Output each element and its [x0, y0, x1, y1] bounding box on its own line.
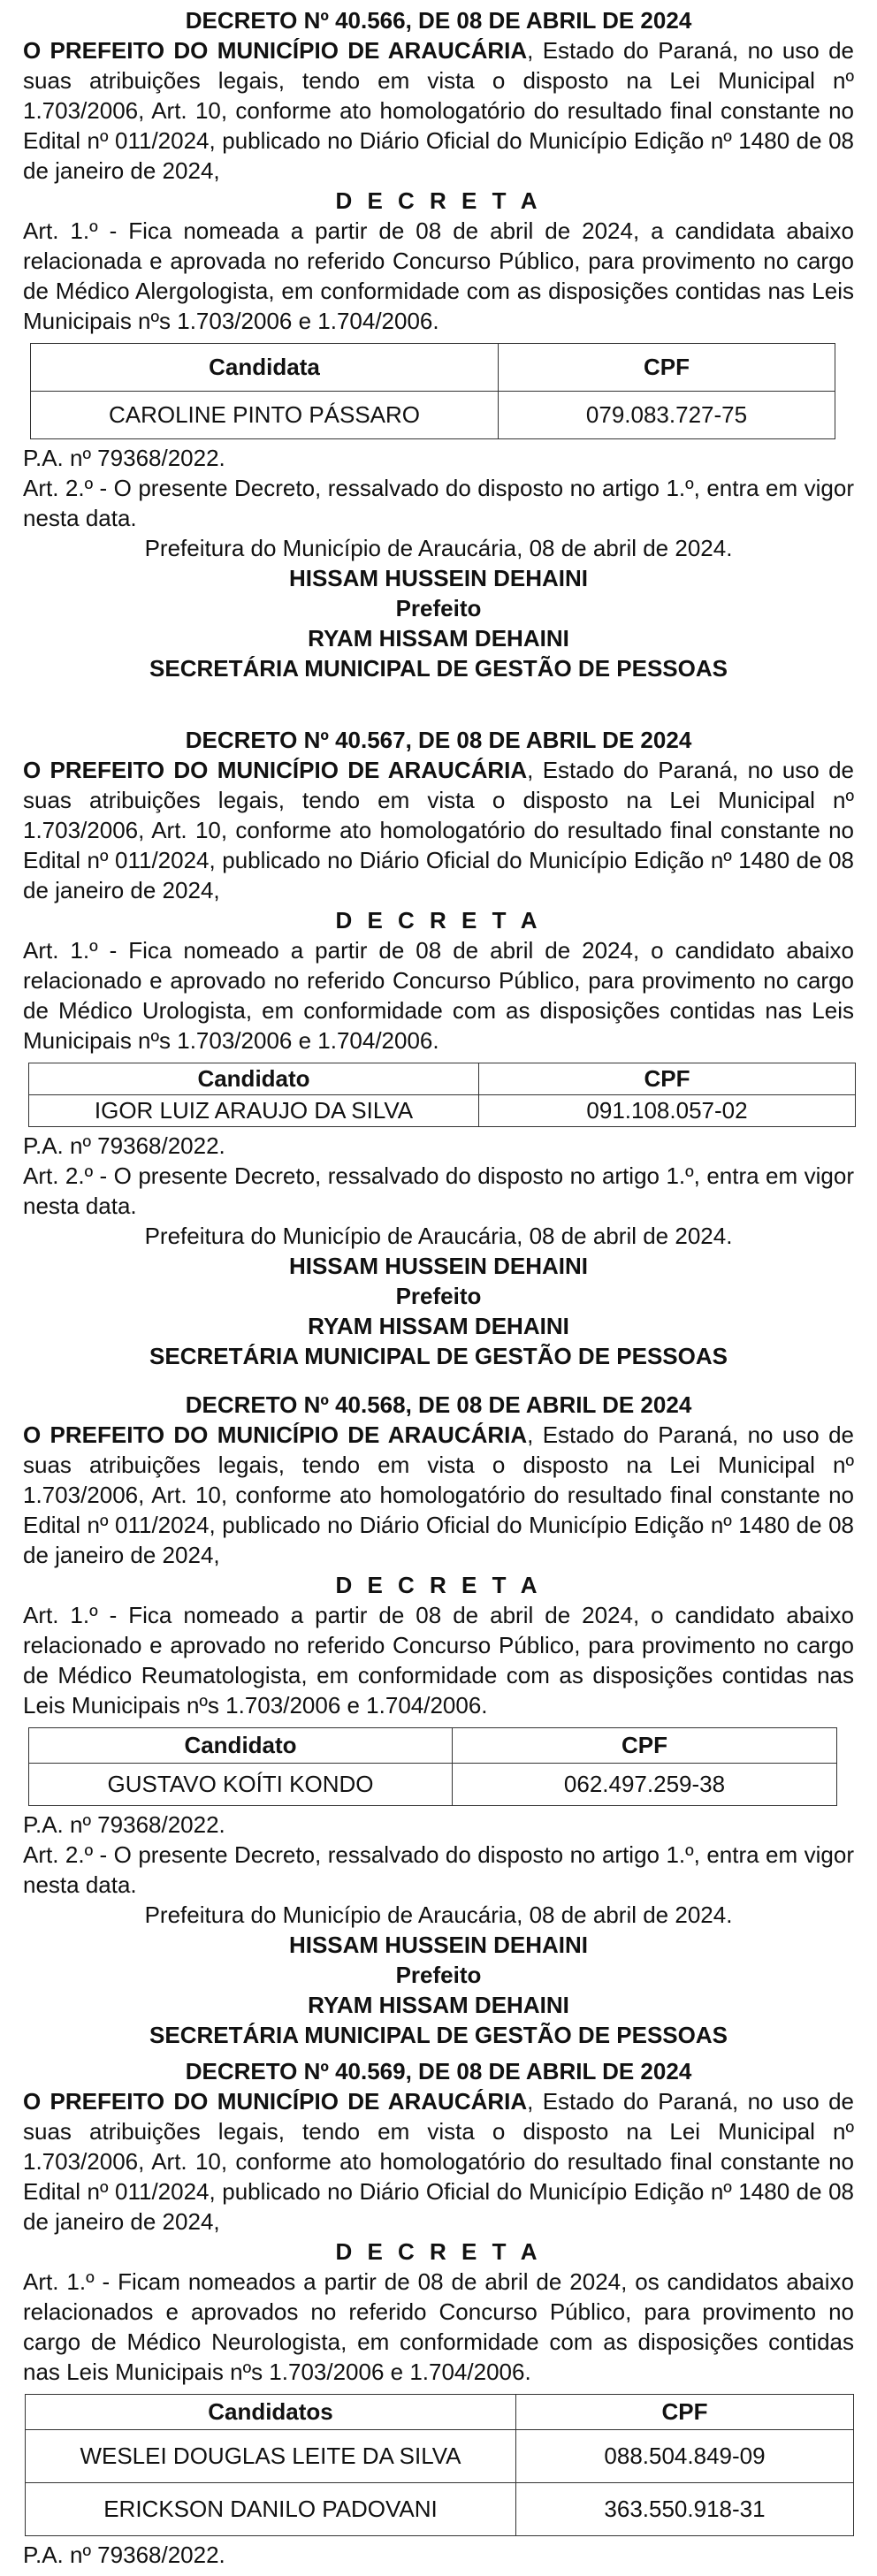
column-header-cpf: CPF [499, 344, 835, 392]
candidate-table [28, 1727, 837, 1806]
table-row [31, 392, 835, 439]
process-number: P.A. nº 79368/2022. [23, 1811, 225, 1838]
signer-mayor-name: HISSAM HUSSEIN DEHAINI [288, 1932, 589, 1958]
signer-mayor-role: Prefeito [395, 1283, 482, 1309]
intro-rest: , Estado do Paraná, no uso de suas atribuições legais, tendo em vista o disposto na Lei Municipal nº 1.703/2006, Art. 10, conforme ato homologatório do resultado final constante no Edital nº 011/2024, publicado no Diário Oficial do Município Edição nº 1480 de 08 de janeiro de 2024, [23, 37, 854, 184]
candidate-name: ERICKSON DANILO PADOVANI [26, 2483, 516, 2536]
candidate-cpf: 062.497.259-38 [453, 1764, 837, 1806]
signer-mayor-name: HISSAM HUSSEIN DEHAINI [288, 565, 589, 591]
decreta-heading: D E C R E T A [335, 907, 542, 934]
article-2: Art. 2.º - O presente Decreto, ressalvado do disposto no artigo 1.º, entra em vigor nesta data. [23, 1841, 854, 1898]
decree-title: DECRETO Nº 40.567, DE 08 DE ABRIL DE 2024 [185, 727, 692, 753]
decree-intro [23, 35, 854, 186]
candidate-table [25, 2394, 854, 2536]
column-header-cpf: CPF [453, 1728, 837, 1764]
table-row [29, 1764, 837, 1806]
article-1: Art. 1.º - Ficam nomeados a partir de 08 de abril de 2024, os candidatos abaixo relacionados e aprovados no referido Concurso Público, para provimento no cargo de Médico Neurologista, em conformidade com as disposições contidas nas Leis Municipais nºs 1.703/2006 e 1.704/2006. [23, 2268, 854, 2385]
column-header-cpf: CPF [516, 2395, 854, 2430]
process-number: P.A. nº 79368/2022. [23, 2542, 225, 2568]
signer-secretary-name: RYAM HISSAM DEHAINI [308, 1313, 569, 1339]
candidate-cpf: 363.550.918-31 [516, 2483, 854, 2536]
article-1: Art. 1.º - Fica nomeado a partir de 08 de abril de 2024, o candidato abaixo relacionado e aprovado no referido Concurso Público, para provimento no cargo de Médico Reumatologista, em conformidade com as disposições contidas nas Leis Municipais nºs 1.703/2006 e 1.704/2006. [23, 1602, 854, 1719]
intro-bold: O PREFEITO DO MUNICÍPIO DE ARAUCÁRIA [23, 757, 528, 783]
candidate-name: CAROLINE PINTO PÁSSARO [31, 392, 499, 439]
intro-rest: , Estado do Paraná, no uso de suas atribuições legais, tendo em vista o disposto na Lei Municipal nº 1.703/2006, Art. 10, conforme ato homologatório do resultado final constante no Edital nº 011/2024, publicado no Diário Oficial do Município Edição nº 1480 de 08 de janeiro de 2024, [23, 757, 854, 903]
intro-rest: , Estado do Paraná, no uso de suas atribuições legais, tendo em vista o disposto na Lei Municipal nº 1.703/2006, Art. 10, conforme ato homologatório do resultado final constante no Edital nº 011/2024, publicado no Diário Oficial do Município Edição nº 1480 de 08 de janeiro de 2024, [23, 1421, 854, 1568]
candidate-cpf: 088.504.849-09 [516, 2430, 854, 2483]
decree-intro [23, 1420, 854, 1570]
decree-intro [23, 2086, 854, 2237]
decreta-heading: D E C R E T A [335, 1572, 542, 1598]
signer-mayor-role: Prefeito [395, 1962, 482, 1988]
decreta-heading: D E C R E T A [335, 187, 542, 214]
decree-title: DECRETO Nº 40.569, DE 08 DE ABRIL DE 2024 [185, 2058, 692, 2084]
table-row [26, 2483, 854, 2536]
candidate-table [30, 343, 835, 439]
intro-bold: O PREFEITO DO MUNICÍPIO DE ARAUCÁRIA [23, 2088, 528, 2115]
signer-mayor-name: HISSAM HUSSEIN DEHAINI [288, 1253, 589, 1279]
decree-intro [23, 755, 854, 905]
article-2: Art. 2.º - O presente Decreto, ressalvado do disposto no artigo 1.º, entra em vigor nesta data. [23, 1162, 854, 1219]
article-1: Art. 1.º - Fica nomeado a partir de 08 de abril de 2024, o candidato abaixo relacionado e aprovado no referido Concurso Público, para provimento no cargo de Médico Urologista, em conformidade com as disposições contidas nas Leis Municipais nºs 1.703/2006 e 1.704/2006. [23, 937, 854, 1054]
column-header-cpf: CPF [479, 1063, 856, 1095]
intro-bold: O PREFEITO DO MUNICÍPIO DE ARAUCÁRIA [23, 1421, 528, 1448]
column-header-candidate: Candidatos [26, 2395, 516, 2430]
decreta-heading: D E C R E T A [335, 2238, 542, 2265]
signer-mayor-role: Prefeito [395, 595, 482, 621]
candidate-cpf: 079.083.727-75 [499, 392, 835, 439]
signer-secretary-name: RYAM HISSAM DEHAINI [308, 1992, 569, 2018]
intro-bold: O PREFEITO DO MUNICÍPIO DE ARAUCÁRIA [23, 37, 528, 64]
table-row [26, 2430, 854, 2483]
decree-40567 [23, 725, 854, 1371]
signer-secretary-role: SECRETÁRIA MUNICIPAL DE GESTÃO DE PESSOAS [149, 655, 728, 682]
decree-40568 [23, 1390, 854, 2050]
article-2: Art. 2.º - O presente Decreto, ressalvado do disposto no artigo 1.º, entra em vigor nesta data. [23, 475, 854, 531]
place-date: Prefeitura do Município de Araucária, 08 de abril de 2024. [144, 535, 733, 561]
process-number: P.A. nº 79368/2022. [23, 445, 225, 471]
column-header-candidate: Candidato [29, 1063, 479, 1095]
place-date: Prefeitura do Município de Araucária, 08 de abril de 2024. [144, 1223, 733, 1249]
article-1: Art. 1.º - Fica nomeada a partir de 08 de abril de 2024, a candidata abaixo relacionada e aprovada no referido Concurso Público, para provimento no cargo de Médico Alergologista, em conformidade com as disposições contidas nas Leis Municipais nºs 1.703/2006 e 1.704/2006. [23, 217, 854, 334]
table-row [29, 1095, 856, 1127]
decree-40566 [23, 5, 854, 683]
candidate-table [28, 1063, 856, 1127]
decree-40569 [23, 2056, 854, 2570]
column-header-candidate: Candidato [29, 1728, 453, 1764]
candidate-name: IGOR LUIZ ARAUJO DA SILVA [29, 1095, 479, 1127]
intro-rest: , Estado do Paraná, no uso de suas atribuições legais, tendo em vista o disposto na Lei Municipal nº 1.703/2006, Art. 10, conforme ato homologatório do resultado final constante no Edital nº 011/2024, publicado no Diário Oficial do Município Edição nº 1480 de 08 de janeiro de 2024, [23, 2088, 854, 2235]
place-date: Prefeitura do Município de Araucária, 08 de abril de 2024. [144, 1902, 733, 1928]
signer-secretary-role: SECRETÁRIA MUNICIPAL DE GESTÃO DE PESSOAS [149, 1343, 728, 1369]
candidate-name: GUSTAVO KOÍTI KONDO [29, 1764, 453, 1806]
column-header-candidate: Candidata [31, 344, 499, 392]
candidate-cpf: 091.108.057-02 [479, 1095, 856, 1127]
candidate-name: WESLEI DOUGLAS LEITE DA SILVA [26, 2430, 516, 2483]
signer-secretary-role: SECRETÁRIA MUNICIPAL DE GESTÃO DE PESSOAS [149, 2022, 728, 2048]
signer-secretary-name: RYAM HISSAM DEHAINI [308, 625, 569, 652]
decree-title: DECRETO Nº 40.566, DE 08 DE ABRIL DE 2024 [185, 7, 692, 34]
process-number: P.A. nº 79368/2022. [23, 1132, 225, 1159]
decree-title: DECRETO Nº 40.568, DE 08 DE ABRIL DE 2024 [185, 1391, 692, 1418]
